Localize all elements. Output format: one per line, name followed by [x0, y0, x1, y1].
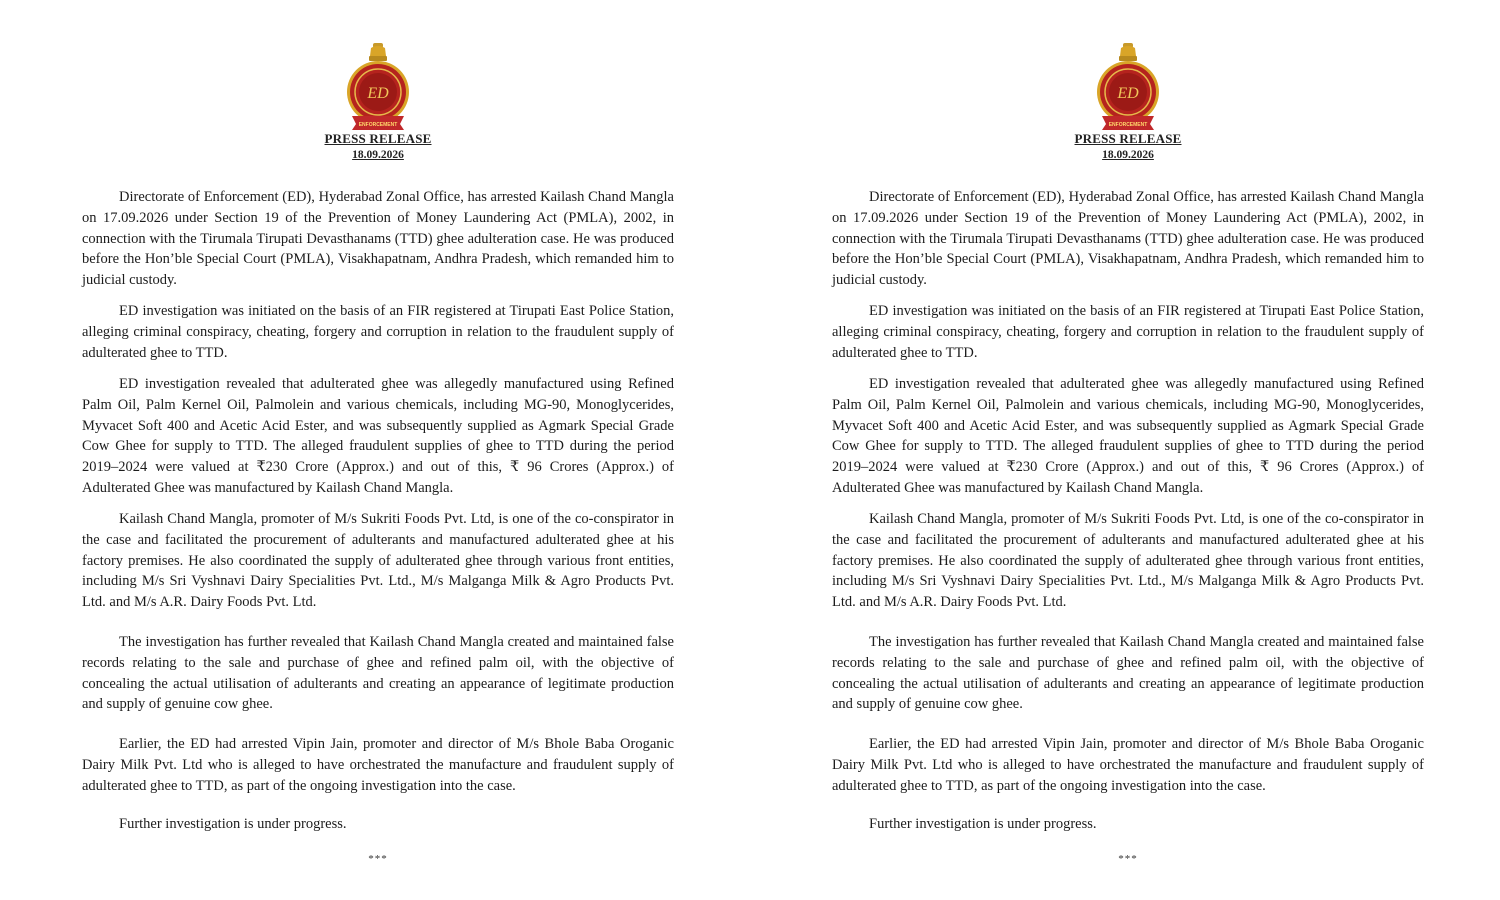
paragraph: ED investigation was initiated on the basis of an FIR registered at Tirupati East Police Station, alleging criminal conspiracy, cheating, forgery and corruption in relation to the fraudulent supply of adulterated ghee to TTD. — [832, 303, 1424, 361]
paragraph: The investigation has further revealed that Kailash Chand Mangla created and maintained false records relating to the sale and purchase of ghee and refined palm oil, with the objective of concealing the actual utilisation of adulterants and creating an appearance of legitimate production and supply of genuine cow ghee. — [82, 634, 674, 713]
paragraph: Earlier, the ED had arrested Vipin Jain, promoter and director of M/s Bhole Baba Oroganic Dairy Milk Pvt. Ltd who is alleged to have orchestrated the manufacture and fraudulent supply of adulterated ghee to TTD, as part of the ongoing investigation into the case. — [832, 736, 1424, 794]
press-release-page-left — [82, 0, 674, 900]
end-mark: *** — [368, 853, 388, 865]
paragraph: ED investigation revealed that adulterated ghee was allegedly manufactured using Refined Palm Oil, Palm Kernel Oil, Palmolein and various chemicals, including MG-90, Monoglycerides, Myvacet Soft 400 and Acetic Acid Ester, and was subsequently supplied as Agmark Special Grade Cow Ghee for supply to TTD. The alleged fraudulent supplies of ghee to TTD during the period 2019–2024 were valued at ₹230 Crore (Approx.) and out of this, ₹ 96 Crores (Approx.) of Adulterated Ghee was manufactured by Kailash Chand Mangla. — [82, 376, 674, 496]
paragraph: Earlier, the ED had arrested Vipin Jain, promoter and director of M/s Bhole Baba Oroganic Dairy Milk Pvt. Ltd who is alleged to have orchestrated the manufacture and fraudulent supply of adulterated ghee to TTD, as part of the ongoing investigation into the case. — [82, 736, 674, 794]
press-release-date: 18.09.2026 — [1102, 149, 1154, 161]
ed-emblem-icon — [1092, 42, 1164, 130]
paragraph: ED investigation revealed that adulterated ghee was allegedly manufactured using Refined Palm Oil, Palm Kernel Oil, Palmolein and various chemicals, including MG-90, Monoglycerides, Myvacet Soft 400 and Acetic Acid Ester, and was subsequently supplied as Agmark Special Grade Cow Ghee for supply to TTD. The alleged fraudulent supplies of ghee to TTD during the period 2019–2024 were valued at ₹230 Crore (Approx.) and out of this, ₹ 96 Crores (Approx.) of Adulterated Ghee was manufactured by Kailash Chand Mangla. — [832, 376, 1424, 496]
paragraph: ED investigation was initiated on the basis of an FIR registered at Tirupati East Police Station, alleging criminal conspiracy, cheating, forgery and corruption in relation to the fraudulent supply of adulterated ghee to TTD. — [82, 303, 674, 361]
paragraph: Further investigation is under progress. — [119, 816, 347, 832]
ed-emblem-icon — [342, 42, 414, 130]
press-release-date: 18.09.2026 — [352, 149, 404, 161]
press-release-page-right — [832, 0, 1424, 900]
paragraph: The investigation has further revealed that Kailash Chand Mangla created and maintained false records relating to the sale and purchase of ghee and refined palm oil, with the objective of concealing the actual utilisation of adulterants and creating an appearance of legitimate production and supply of genuine cow ghee. — [832, 634, 1424, 713]
svg-text:ENFORCEMENT: ENFORCEMENT — [358, 122, 398, 128]
press-release-title: PRESS RELEASE — [1074, 131, 1182, 146]
paragraph: Further investigation is under progress. — [869, 816, 1097, 832]
paragraph: Directorate of Enforcement (ED), Hyderabad Zonal Office, has arrested Kailash Chand Mangla on 17.09.2026 under Section 19 of the Prevention of Money Laundering Act (PMLA), 2002, in connection with the Tirumala Tirupati Devasthanams (TTD) ghee adulteration case. He was produced before the Hon’ble Special Court (PMLA), Visakhapatnam, Andhra Pradesh, which remanded him to judicial custody. — [82, 189, 674, 289]
paragraph: Directorate of Enforcement (ED), Hyderabad Zonal Office, has arrested Kailash Chand Mangla on 17.09.2026 under Section 19 of the Prevention of Money Laundering Act (PMLA), 2002, in connection with the Tirumala Tirupati Devasthanams (TTD) ghee adulteration case. He was produced before the Hon’ble Special Court (PMLA), Visakhapatnam, Andhra Pradesh, which remanded him to judicial custody. — [832, 189, 1424, 289]
end-mark: *** — [1118, 853, 1138, 865]
svg-text:ED: ED — [1117, 85, 1139, 102]
press-release-title: PRESS RELEASE — [324, 131, 432, 146]
svg-text:ED: ED — [367, 85, 389, 102]
svg-text:ENFORCEMENT: ENFORCEMENT — [1108, 122, 1148, 128]
paragraph: Kailash Chand Mangla, promoter of M/s Sukriti Foods Pvt. Ltd, is one of the co-conspirator in the case and facilitated the procurement of adulterants and manufactured adulterated ghee at his factory premises. He also coordinated the supply of adulterated ghee through various front entities, including M/s Sri Vyshnavi Dairy Specialities Pvt. Ltd., M/s Malganga Milk & Agro Products Pvt. Ltd. and M/s A.R. Dairy Foods Pvt. Ltd. — [82, 511, 674, 611]
paragraph: Kailash Chand Mangla, promoter of M/s Sukriti Foods Pvt. Ltd, is one of the co-conspirator in the case and facilitated the procurement of adulterants and manufactured adulterated ghee at his factory premises. He also coordinated the supply of adulterated ghee through various front entities, including M/s Sri Vyshnavi Dairy Specialities Pvt. Ltd., M/s Malganga Milk & Agro Products Pvt. Ltd. and M/s A.R. Dairy Foods Pvt. Ltd. — [832, 511, 1424, 611]
